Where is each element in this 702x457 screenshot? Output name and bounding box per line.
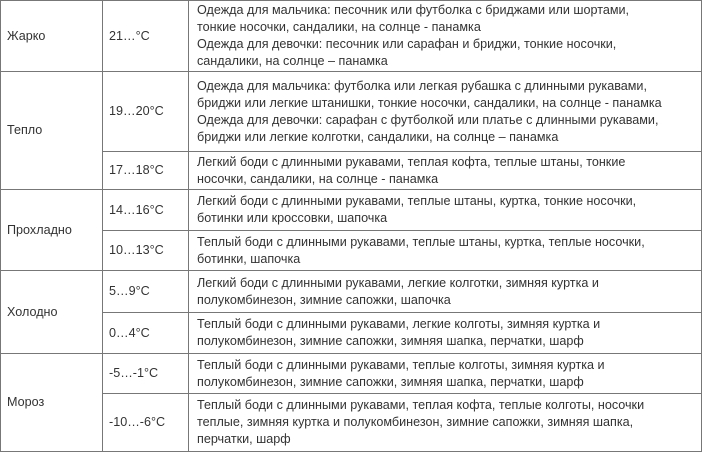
temperature-cell: -5…-1°C [103, 354, 189, 394]
clothing-cell: Одежда для мальчика: песочник или футболка с бриджами или шортами, тонкие носочки, сандалики, на солнце - панамка Одежда для девочки: песочник или сарафан и бриджи, тонкие носочки, сандалики, на солнце – панамка [189, 1, 702, 72]
table-row [1, 354, 702, 394]
table-row [1, 190, 702, 231]
condition-cell: Тепло [1, 72, 103, 190]
clothing-cell: Легкий боди с длинными рукавами, легкие колготки, зимняя куртка и полукомбинезон, зимние сапожки, шапочка [189, 271, 702, 313]
temperature-cell: 10…13°C [103, 231, 189, 271]
temperature-cell: 19…20°C [103, 72, 189, 152]
table-row [1, 271, 702, 313]
condition-cell: Мороз [1, 354, 103, 452]
temperature-cell: 17…18°C [103, 152, 189, 190]
condition-cell: Холодно [1, 271, 103, 354]
table-row [1, 72, 702, 152]
temperature-cell: -10…-6°C [103, 394, 189, 452]
table-row [1, 394, 702, 452]
clothing-cell: Теплый боди с длинными рукавами, теплая кофта, теплые колготы, носочки теплые, зимняя куртка и полукомбинезон, зимние сапожки, зимняя шапка, перчатки, шарф [189, 394, 702, 452]
clothing-cell: Одежда для мальчика: футболка или легкая рубашка с длинными рукавами, бриджи или легкие штанишки, тонкие носочки, сандалики, на солнце - панамка Одежда для девочки: сарафан с футболкой или платье с длинными рукавами, бриджи или легкие колготки, сандалики, на солнце – панамка [189, 72, 702, 152]
temperature-cell: 21…°C [103, 1, 189, 72]
temperature-cell: 5…9°C [103, 271, 189, 313]
temperature-cell: 14…16°C [103, 190, 189, 231]
clothing-cell: Теплый боди с длинными рукавами, теплые колготы, зимняя куртка и полукомбинезон, зимние сапожки, зимняя шапка, перчатки, шарф [189, 354, 702, 394]
clothing-cell: Легкий боди с длинными рукавами, теплые штаны, куртка, тонкие носочки, ботинки или кроссовки, шапочка [189, 190, 702, 231]
clothing-cell: Легкий боди с длинными рукавами, теплая кофта, теплые штаны, тонкие носочки, сандалики, на солнце - панамка [189, 152, 702, 190]
condition-cell: Прохладно [1, 190, 103, 271]
table-row [1, 231, 702, 271]
table-row [1, 313, 702, 354]
clothing-cell: Теплый боди с длинными рукавами, теплые штаны, куртка, теплые носочки, ботинки, шапочка [189, 231, 702, 271]
condition-cell: Жарко [1, 1, 103, 72]
table-row [1, 1, 702, 72]
table-row [1, 152, 702, 190]
clothing-cell: Теплый боди с длинными рукавами, легкие колготы, зимняя куртка и полукомбинезон, зимние сапожки, зимняя шапка, перчатки, шарф [189, 313, 702, 354]
temperature-cell: 0…4°C [103, 313, 189, 354]
